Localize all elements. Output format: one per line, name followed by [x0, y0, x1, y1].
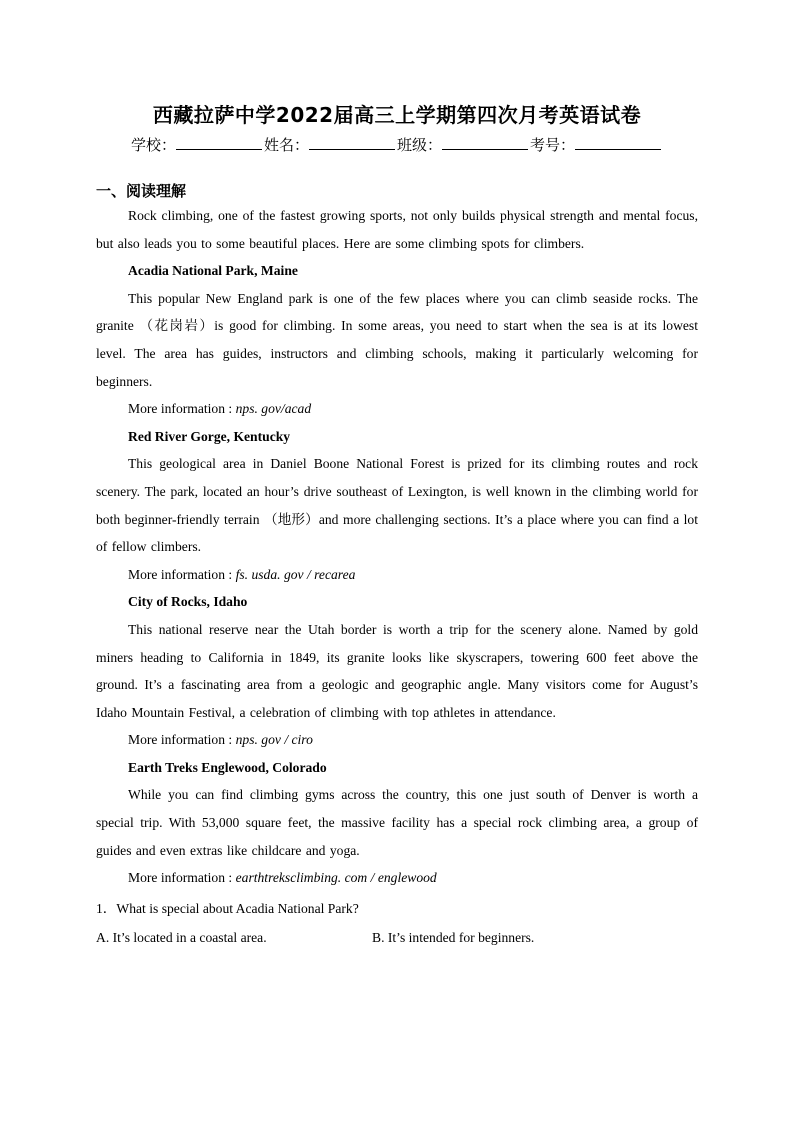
intro-paragraph: Rock climbing, one of the fastest growing sports, not only builds physical strength and mental focus, but also leads you to some beautiful places. Here are some climbing spots for climbers.	[96, 208, 698, 251]
place-text-earth-treks: While you can find climbing gyms across the country, this one just south of Denver is worth a special trip. With 53,000 square feet, the massive facility has a special rock climbing area, a group of guides and even extras like childcare and yoga.	[96, 787, 698, 858]
place-heading-city-of-rocks: City of Rocks, Idaho	[128, 594, 248, 610]
more-info-url: fs. usda. gov / recarea	[235, 566, 356, 582]
more-info-red-river	[96, 561, 698, 589]
more-info-label: More information :	[128, 870, 236, 886]
option-a[interactable]: A. It’s located in a coastal area.	[96, 929, 267, 945]
question-1-options	[96, 923, 698, 952]
school-label: 学校：	[130, 136, 176, 154]
place-text-city-of-rocks: This national reserve near the Utah border is worth a trip for the scenery alone. Named by gold miners heading to California in 1849, its granite looks like skyscrapers, towering 600 feet above the ground. It’s a fascinating area from a geologic and geographic angle. Many visitors come for August’s Idaho Mountain Festival, a celebration of climbing with top athletes in attendance.	[96, 621, 698, 720]
class-label: 班级：	[397, 136, 443, 154]
exam-number-label: 考号：	[530, 136, 576, 154]
page-title: 西藏拉萨中学2022届高三上学期第四次月考英语试卷	[152, 103, 642, 127]
option-b[interactable]: B. It’s intended for beginners.	[372, 929, 535, 945]
place-text-red-river: This geological area in Daniel Boone National Forest is prized for its climbing routes and rock scenery. The park, located an hour’s drive southeast of Lexington, is well known in the climbing world for both beginner-friendly terrain （地形）and more challenging sections. It’s a place where you can find a lot of fellow climbers.	[96, 456, 698, 555]
name-label: 姓名：	[263, 136, 309, 154]
more-info-label: More information :	[128, 566, 236, 582]
more-info-earth-treks	[96, 864, 698, 892]
more-info-label: More information :	[128, 401, 236, 417]
section-heading: 一、阅读理解	[96, 182, 187, 200]
student-info-line	[96, 134, 698, 156]
school-blank[interactable]	[176, 134, 262, 150]
place-heading-earth-treks: Earth Treks Englewood, Colorado	[128, 759, 327, 775]
more-info-acadia	[96, 395, 698, 423]
class-blank[interactable]	[442, 134, 528, 150]
place-heading-acadia: Acadia National Park, Maine	[128, 263, 298, 279]
more-info-url: earthtreksclimbing. com / englewood	[235, 870, 437, 886]
name-blank[interactable]	[309, 134, 395, 150]
place-heading-red-river: Red River Gorge, Kentucky	[128, 428, 291, 444]
exam-number-blank[interactable]	[575, 134, 661, 150]
more-info-url: nps. gov / ciro	[235, 732, 313, 748]
place-text-acadia: This popular New England park is one of the few places where you can climb seaside rocks. The granite （花岗岩）is good for climbing. In some areas, you need to start when the sea is at its lowest level. The area has guides, instructors and climbing schools, making it particularly welcoming for beginners.	[96, 290, 698, 389]
exam-page	[96, 100, 698, 952]
more-info-city-of-rocks	[96, 726, 698, 754]
more-info-url: nps. gov/acad	[235, 401, 312, 417]
more-info-label: More information :	[128, 732, 236, 748]
question-1: 1．What is special about Acadia National Park?	[96, 900, 359, 916]
